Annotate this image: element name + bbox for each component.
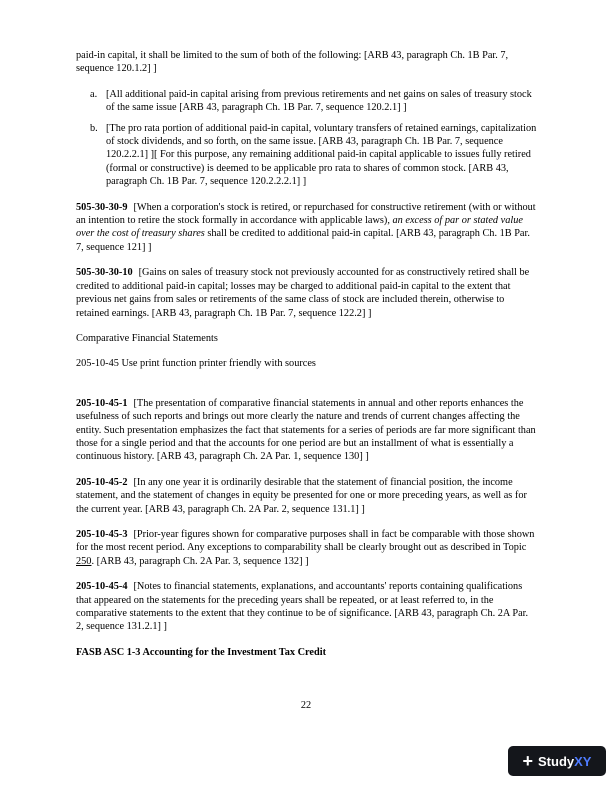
plus-icon: +	[522, 751, 534, 771]
document-body	[76, 49, 538, 659]
paragraph-205-10-45-2	[76, 476, 538, 516]
paragraph-text: [Gains on sales of treasury stock not previously accounted for as constructively retired shall be credited to additional paid-in capital; losses may be charged to additional paid-in capital to the extent that previous net gains from sales or retirements of the same class of stock are included therein, otherwise to retained earnings. [ARB 43, paragraph Ch. 1B Par. 7, sequence 122.2] ]	[76, 267, 530, 319]
paragraph-505-30-30-10	[76, 266, 538, 320]
list-item-text: [The pro rata portion of additional paid-in capital, voluntary transfers of retained earnings, capitalization of stock dividends, and so forth, on the same issue. [ARB 43, paragraph Ch. 1B Par. 7, sequence 120.2.2.1] ][ For this purpose, any remaining additional paid-in capital applicable to issues fully retired (formal or constructive) is deemed to be applicable pro rata to shares of common stock. [ARB 43, paragraph Ch. 1B Par. 7, sequence 120.2.2.2.1] ]	[106, 122, 537, 188]
emphasized-text: an excess of par or stated value over the cost of treasury shares	[76, 215, 523, 240]
spacer	[76, 383, 538, 397]
paragraph-code: 205-10-45-1	[76, 397, 128, 409]
paragraph-code: 505-30-30-9	[76, 201, 128, 213]
topic-link[interactable]: 250	[76, 555, 92, 567]
brand-primary: Study	[538, 753, 575, 769]
paragraph-text: [The presentation of comparative financial statements in annual and other reports enhances the usefulness of such reports and brings out more clearly the nature and trends of current changes affecting the entity. Such presentation emphasizes the fact that statements for a series of periods are far more significant than those for a single period and that the accounts for one period are but an installment of what is essentially a continuous history. [ARB 43, paragraph Ch. 2A Par. 1, sequence 130] ]	[76, 397, 536, 463]
paragraph-205-10-45-3	[76, 528, 538, 568]
paragraph-text: [Prior-year figures shown for comparative purposes shall in fact be comparable with those shown for the most recent period. Any exceptions to comparability shall be clearly brought out as described in Topic	[76, 528, 535, 554]
brand-accent: XY	[574, 753, 592, 769]
paragraph-text: [Notes to financial statements, explanations, and accountants' reports containing qualifications that appeared on the statements for the preceding years shall be repeated, or at least referred to, in the comparative statements to the extent that they continue to be of significance. [ARB 43, paragraph Ch. 2A Par. 2, sequence 131.2.1] ]	[76, 581, 529, 633]
studyxy-watermark	[508, 746, 606, 776]
intro-paragraph: paid-in capital, it shall be limited to the sum of both of the following: [ARB 43, paragraph Ch. 1B Par. 7, sequence 120.1.2] ]	[76, 50, 509, 75]
list-item-text: [All additional paid-in capital arising from previous retirements and net gains on sales of treasury stock of the same issue [ARB 43, paragraph Ch. 1B Par. 7, sequence 120.2.1] ]	[106, 88, 532, 114]
paragraph-text: [When a corporation's stock is retired, or repurchased for constructive retirement (with or without an intention to retire the stock formally in accordance with applicable laws),	[76, 201, 536, 227]
paragraph-text: shall be credited to additional paid-in capital. [ARB 43, paragraph Ch. 1B Par. 7, sequence 121] ]	[76, 228, 530, 253]
paragraph-205-10-45-1	[76, 397, 538, 464]
paragraph-code: 205-10-45-3	[76, 528, 128, 540]
paragraph-code: 205-10-45-2	[76, 476, 128, 488]
paragraph-205-10-45-4	[76, 580, 538, 634]
section-note: 205-10-45 Use print function printer friendly with sources	[76, 358, 316, 370]
paragraph-code: 505-30-30-10	[76, 267, 133, 279]
page-number: 22	[300, 700, 312, 711]
paragraph-text: [In any one year it is ordinarily desirable that the statement of financial position, the income statement, and the statement of changes in equity be presented for one or more preceding years, as well as for the current year. [ARB 43, paragraph Ch. 2A Par. 2, sequence 131.1] ]	[76, 476, 527, 515]
list-marker: a.	[90, 88, 98, 100]
paragraph-505-30-30-9	[76, 201, 538, 255]
list-marker: b.	[90, 122, 98, 134]
paragraph-text: . [ARB 43, paragraph Ch. 2A Par. 3, sequence 132] ]	[91, 555, 309, 567]
section-label: Comparative Financial Statements	[76, 332, 218, 344]
list-item	[76, 122, 538, 189]
list-item	[76, 88, 538, 115]
conditions-list	[76, 88, 538, 189]
paragraph-code: 205-10-45-4	[76, 581, 128, 593]
section-heading: FASB ASC 1-3 Accounting for the Investment Tax Credit	[76, 646, 327, 658]
